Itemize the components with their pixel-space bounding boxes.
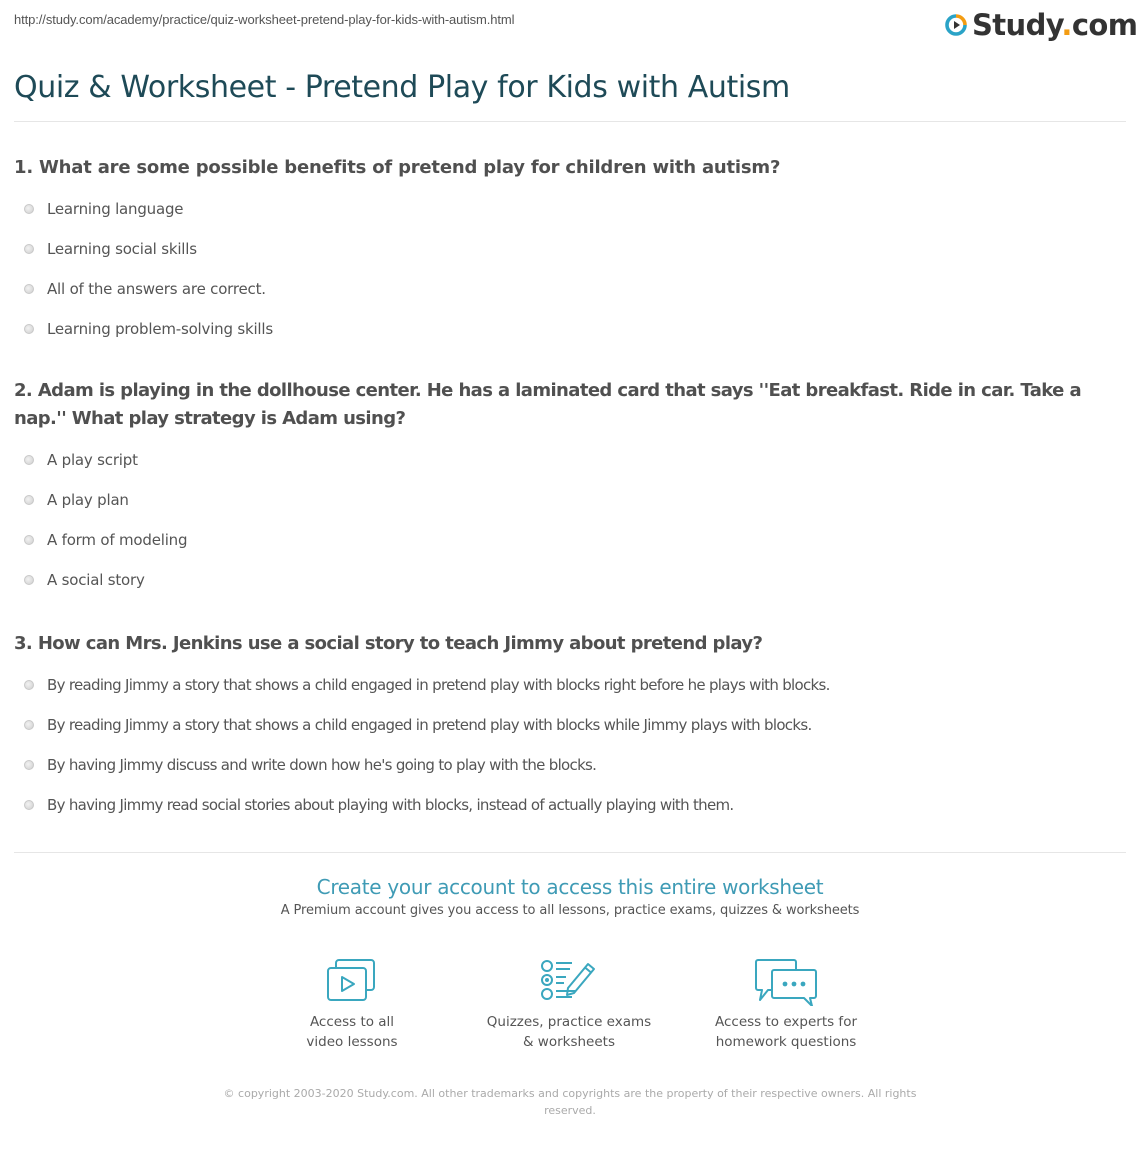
- feature-label-line1: Access to all: [309, 1014, 395, 1030]
- answer-option[interactable]: [14, 480, 1124, 520]
- answer-option[interactable]: [14, 520, 1124, 560]
- radio-button[interactable]: [24, 204, 34, 214]
- section-divider: [14, 852, 1126, 853]
- answer-text: A play plan: [47, 491, 129, 509]
- answer-text: By reading Jimmy a story that shows a child engaged in pretend play with blocks right before he plays with blocks.: [47, 676, 830, 694]
- question-1: [14, 154, 1124, 349]
- copyright-footer: © copyright 2003-2020 Study.com. All other trademarks and copyrights are the property of their respective owners. All rights reserved.: [223, 1087, 917, 1117]
- question-2: [14, 377, 1124, 600]
- radio-button[interactable]: [24, 455, 34, 465]
- quiz-checklist-icon: [540, 958, 598, 1002]
- logo-wordmark: [972, 8, 1137, 42]
- answer-text: By having Jimmy read social stories about playing with blocks, instead of actually playing with them.: [47, 796, 734, 814]
- answer-option[interactable]: [14, 229, 1124, 269]
- study-logo[interactable]: [945, 8, 1137, 42]
- feature-label-line1: Quizzes, practice exams: [486, 1014, 652, 1030]
- answer-text: By reading Jimmy a story that shows a child engaged in pretend play with blocks while Jimmy plays with blocks.: [47, 716, 812, 734]
- feature-label-line1: Access to experts for: [714, 1014, 857, 1030]
- feature-label-line2: & worksheets: [522, 1034, 615, 1050]
- signup-cta: [0, 875, 1140, 918]
- radio-button[interactable]: [24, 495, 34, 505]
- answer-text: All of the answers are correct.: [47, 280, 266, 298]
- question-text: 2. Adam is playing in the dollhouse center. He has a laminated card that says ''Eat breakfast. Ride in car. Take a nap.'' What play strategy is Adam using?: [14, 380, 1081, 429]
- cta-title-link[interactable]: Create your account to access this entire worksheet: [316, 875, 824, 899]
- answer-option[interactable]: [14, 309, 1124, 349]
- answer-text: A play script: [47, 451, 138, 469]
- answer-list: [14, 665, 1124, 825]
- radio-button[interactable]: [24, 680, 34, 690]
- feature-quizzes: [459, 958, 679, 1052]
- answer-list: [14, 440, 1124, 600]
- answer-option[interactable]: [14, 189, 1124, 229]
- logo-text-main: Study: [972, 8, 1062, 42]
- answer-option[interactable]: [14, 269, 1124, 309]
- question-3: [14, 630, 1124, 825]
- feature-experts: [676, 958, 896, 1052]
- feature-label-line2: homework questions: [715, 1034, 857, 1050]
- question-text: 3. How can Mrs. Jenkins use a social story to teach Jimmy about pretend play?: [14, 633, 763, 654]
- answer-option[interactable]: [14, 785, 1124, 825]
- question-text: 1. What are some possible benefits of pretend play for children with autism?: [14, 157, 781, 178]
- answer-text: Learning language: [47, 200, 184, 218]
- answer-list: [14, 189, 1124, 349]
- radio-button[interactable]: [24, 575, 34, 585]
- play-circle-icon: [945, 14, 967, 36]
- radio-button[interactable]: [24, 720, 34, 730]
- answer-option[interactable]: [14, 440, 1124, 480]
- answer-text: A social story: [47, 571, 145, 589]
- radio-button[interactable]: [24, 244, 34, 254]
- answer-text: A form of modeling: [47, 531, 188, 549]
- chat-bubbles-icon: [754, 958, 818, 1006]
- answer-text: By having Jimmy discuss and write down how he's going to play with the blocks.: [47, 756, 597, 774]
- answer-option[interactable]: [14, 560, 1124, 600]
- radio-button[interactable]: [24, 760, 34, 770]
- answer-text: Learning problem-solving skills: [47, 320, 273, 338]
- cta-subtitle: A Premium account gives you access to all lessons, practice exams, quizzes & worksheets: [280, 903, 860, 918]
- page-url: http://study.com/academy/practice/quiz-worksheet-pretend-play-for-kids-with-autism.html: [14, 12, 515, 27]
- title-divider: [14, 121, 1126, 122]
- answer-option[interactable]: [14, 665, 1124, 705]
- video-lessons-icon: [326, 958, 378, 1002]
- feature-label-line2: video lessons: [306, 1034, 398, 1050]
- radio-button[interactable]: [24, 800, 34, 810]
- radio-button[interactable]: [24, 535, 34, 545]
- page-title: Quiz & Worksheet - Pretend Play for Kids with Autism: [14, 70, 790, 105]
- radio-button[interactable]: [24, 284, 34, 294]
- logo-dot: .: [1061, 8, 1072, 42]
- logo-text-suffix: com: [1071, 8, 1138, 42]
- answer-option[interactable]: [14, 745, 1124, 785]
- answer-text: Learning social skills: [47, 240, 197, 258]
- radio-button[interactable]: [24, 324, 34, 334]
- answer-option[interactable]: [14, 705, 1124, 745]
- feature-video-lessons: [242, 958, 462, 1052]
